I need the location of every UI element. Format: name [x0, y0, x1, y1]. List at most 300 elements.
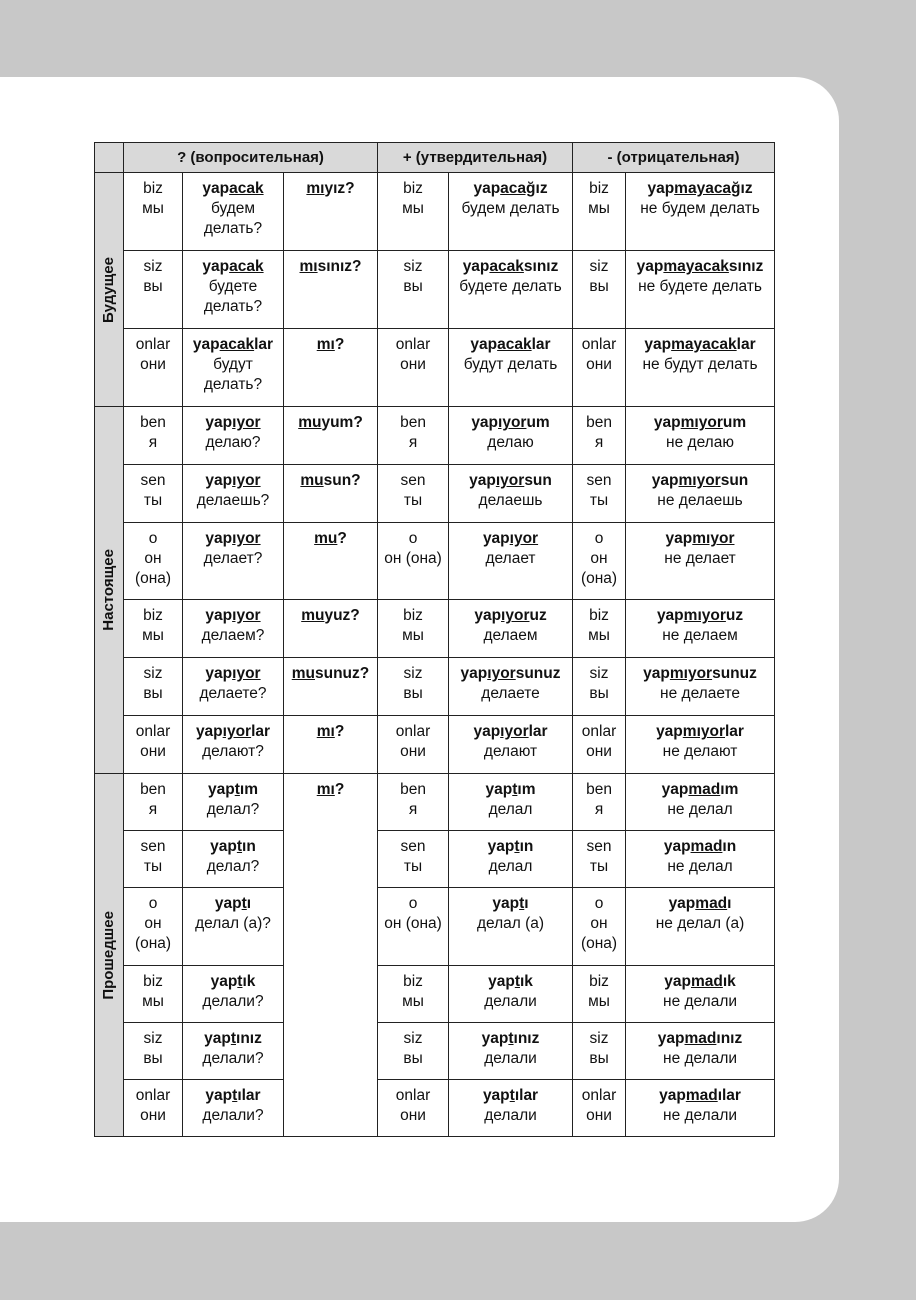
negative-form: yapmıyorlar [656, 723, 744, 740]
negative-cell [626, 523, 775, 600]
table-row [95, 774, 775, 831]
question-particle: musunuz? [291, 665, 370, 682]
table-row [95, 407, 775, 465]
pronoun-translation: мы [402, 200, 424, 217]
pronoun-cell [124, 600, 183, 658]
pronoun-translation: они [140, 356, 166, 373]
question-cell [183, 173, 284, 251]
affirmative-cell [449, 600, 573, 658]
affirmative-form: yapıyor [482, 530, 539, 547]
negative-cell [626, 329, 775, 407]
question-particle: muyum? [298, 414, 363, 431]
table-row [95, 1023, 775, 1080]
pronoun-cell [378, 966, 449, 1023]
pronoun-translation: вы [589, 685, 609, 702]
affirmative-form: yaptılar [482, 1087, 539, 1104]
negative-cell [626, 251, 775, 329]
negative-form: yapmadık [664, 973, 736, 990]
pronoun: biz [143, 973, 163, 990]
affirmative-cell [449, 1080, 573, 1137]
pronoun-translation: мы [588, 627, 610, 644]
negative-translation: не делали [663, 1050, 738, 1067]
pronoun: siz [143, 1030, 163, 1047]
pronoun: sen [586, 838, 612, 855]
table-row [95, 523, 775, 600]
negative-cell [626, 716, 775, 774]
pronoun-translation: они [400, 356, 426, 373]
negative-form: yapmayacağız [647, 180, 753, 197]
question-cell [183, 774, 284, 831]
table-row [95, 465, 775, 523]
pronoun: onlar [395, 723, 431, 740]
conjugation-table [94, 142, 775, 1137]
question-particle: musun? [300, 472, 361, 489]
particle-cell [284, 716, 378, 774]
header-negative: - (отрицательная) [573, 143, 775, 173]
question-form: yapıyor [205, 472, 261, 489]
pronoun-translation: ты [589, 858, 609, 875]
negative-translation: не делали [663, 993, 738, 1010]
pronoun-translation: вы [403, 278, 423, 295]
pronoun: biz [589, 973, 609, 990]
pronoun-cell [378, 600, 449, 658]
question-form: yapıyor [205, 530, 261, 547]
affirmative-form: yapıyorsun [469, 472, 552, 489]
question-cell [183, 523, 284, 600]
pronoun-cell [124, 465, 183, 523]
pronoun-translation: они [586, 743, 612, 760]
question-cell [183, 831, 284, 888]
pronoun: onlar [135, 336, 171, 353]
pronoun-cell [573, 1080, 626, 1137]
pronoun: o [148, 895, 158, 912]
pronoun-cell [378, 407, 449, 465]
question-particle: mı? [316, 723, 345, 740]
pronoun-cell [378, 658, 449, 716]
pronoun: o [408, 895, 418, 912]
pronoun-translation: он (она) [384, 550, 442, 567]
question-translation: будем делать? [203, 200, 263, 237]
pronoun: onlar [135, 1087, 171, 1104]
affirmative-translation: будут делать [463, 356, 558, 373]
pronoun: siz [589, 258, 609, 275]
affirmative-translation: делаем [483, 627, 538, 644]
pronoun-cell [378, 329, 449, 407]
header-row [95, 143, 775, 173]
pronoun: o [594, 895, 604, 912]
negative-translation: не делает [664, 550, 736, 567]
question-form: yapıyor [205, 414, 261, 431]
question-translation: делаю? [205, 434, 261, 451]
affirmative-translation: делал [488, 858, 533, 875]
pronoun: o [594, 530, 604, 547]
pronoun-cell [378, 888, 449, 966]
pronoun: biz [143, 180, 163, 197]
affirmative-translation: делаешь [478, 492, 543, 509]
table-row [95, 1080, 775, 1137]
pronoun-cell [378, 716, 449, 774]
pronoun: biz [143, 607, 163, 624]
question-form: yapıyorlar [195, 723, 271, 740]
affirmative-form: yaptın [487, 838, 534, 855]
pronoun-translation: ты [403, 858, 423, 875]
affirmative-form: yapacaksınız [462, 258, 559, 275]
pronoun-cell [573, 600, 626, 658]
pronoun-translation: мы [402, 993, 424, 1010]
pronoun: onlar [135, 723, 171, 740]
question-cell [183, 407, 284, 465]
particle-cell [284, 523, 378, 600]
affirmative-cell [449, 716, 573, 774]
pronoun: ben [140, 414, 166, 431]
pronoun-cell [573, 831, 626, 888]
pronoun-translation: вы [589, 278, 609, 295]
affirmative-cell [449, 1023, 573, 1080]
question-translation: делал? [206, 801, 260, 818]
negative-form: yapmıyoruz [656, 607, 744, 624]
negative-form: yapmadılar [659, 1087, 741, 1104]
negative-form: yapmadım [661, 781, 739, 798]
question-translation: делаете? [199, 685, 267, 702]
question-form: yapacak [202, 258, 264, 275]
pronoun: siz [403, 1030, 423, 1047]
negative-translation: не делают [662, 743, 738, 760]
affirmative-translation: делали [484, 1050, 537, 1067]
affirmative-translation: будете делать [459, 278, 562, 295]
affirmative-cell [449, 831, 573, 888]
negative-cell [626, 1023, 775, 1080]
pronoun-translation: ты [143, 858, 163, 875]
affirmative-translation: делал (а) [476, 915, 545, 932]
pronoun-cell [573, 658, 626, 716]
corner-cell [95, 143, 124, 173]
table-row [95, 831, 775, 888]
pronoun-cell [124, 523, 183, 600]
question-translation: делал? [206, 858, 260, 875]
pronoun: onlar [395, 1087, 431, 1104]
pronoun-cell [573, 888, 626, 966]
pronoun: ben [400, 414, 426, 431]
table-row [95, 716, 775, 774]
pronoun-cell [124, 831, 183, 888]
pronoun: ben [400, 781, 426, 798]
tense-cell-present [95, 407, 124, 774]
affirmative-form: yaptım [485, 781, 536, 798]
question-particle: mı? [316, 336, 345, 353]
pronoun-translation: они [400, 743, 426, 760]
pronoun-cell [573, 716, 626, 774]
affirmative-cell [449, 888, 573, 966]
pronoun: sen [586, 472, 612, 489]
pronoun-cell [573, 465, 626, 523]
question-translation: делаешь? [196, 492, 270, 509]
pronoun-translation: они [400, 1107, 426, 1124]
pronoun-cell [124, 407, 183, 465]
pronoun-translation: вы [403, 1050, 423, 1067]
pronoun-cell [378, 173, 449, 251]
pronoun-translation: вы [143, 685, 163, 702]
pronoun-translation: мы [588, 200, 610, 217]
particle-cell [284, 658, 378, 716]
pronoun-translation: я [594, 801, 604, 818]
pronoun-cell [573, 1023, 626, 1080]
pronoun-cell [378, 831, 449, 888]
negative-form: yapmıyorum [653, 414, 747, 431]
affirmative-translation: будем делать [461, 200, 560, 217]
pronoun: onlar [581, 1087, 617, 1104]
affirmative-translation: делал [488, 801, 533, 818]
pronoun: ben [140, 781, 166, 798]
negative-cell [626, 173, 775, 251]
pronoun-translation: он (она) [134, 915, 172, 952]
question-cell [183, 966, 284, 1023]
pronoun-cell [124, 329, 183, 407]
pronoun: onlar [581, 336, 617, 353]
affirmative-form: yaptınız [481, 1030, 540, 1047]
pronoun-translation: он (она) [580, 915, 618, 952]
particle-cell [284, 600, 378, 658]
negative-form: yapmayacaklar [644, 336, 756, 353]
negative-translation: не делал [667, 858, 733, 875]
negative-cell [626, 407, 775, 465]
pronoun-cell [124, 966, 183, 1023]
pronoun: sen [400, 838, 426, 855]
pronoun-cell [378, 1080, 449, 1137]
pronoun-translation: он (она) [384, 915, 442, 932]
question-form: yapacaklar [192, 336, 274, 353]
pronoun-cell [124, 716, 183, 774]
pronoun-translation: они [586, 1107, 612, 1124]
particle-cell [284, 465, 378, 523]
question-cell [183, 716, 284, 774]
negative-translation: не делаю [666, 434, 734, 451]
affirmative-translation: делали [484, 993, 537, 1010]
tense-cell-past [95, 774, 124, 1137]
pronoun-cell [378, 465, 449, 523]
affirmative-cell [449, 329, 573, 407]
affirmative-cell [449, 966, 573, 1023]
affirmative-cell [449, 658, 573, 716]
question-translation: будут делать? [203, 356, 263, 393]
affirmative-form: yaptık [488, 973, 533, 990]
affirmative-form: yapıyorum [471, 414, 550, 431]
table-row [95, 966, 775, 1023]
pronoun-cell [573, 966, 626, 1023]
pronoun: o [408, 530, 418, 547]
question-particle: mısınız? [299, 258, 362, 275]
negative-translation: не делали [663, 1107, 738, 1124]
pronoun-translation: я [148, 801, 158, 818]
pronoun-translation: я [594, 434, 604, 451]
particle-cell [284, 173, 378, 251]
question-form: yaptılar [205, 1087, 261, 1104]
negative-form: yapmadın [663, 838, 737, 855]
pronoun-cell [573, 251, 626, 329]
question-form: yaptın [210, 838, 256, 855]
question-cell [183, 1080, 284, 1137]
pronoun-translation: я [408, 434, 418, 451]
pronoun-translation: мы [142, 200, 164, 217]
pronoun-cell [124, 658, 183, 716]
negative-cell [626, 600, 775, 658]
negative-translation: не будете делать [638, 278, 762, 295]
pronoun-translation: он (она) [580, 550, 618, 587]
pronoun-translation: мы [402, 627, 424, 644]
tense-label: Прошедшее [100, 910, 117, 1000]
affirmative-form: yapıyorlar [473, 723, 548, 740]
negative-form: yapmayacaksınız [636, 258, 764, 275]
negative-cell [626, 831, 775, 888]
question-form: yaptınız [204, 1030, 262, 1047]
negative-cell [626, 888, 775, 966]
negative-translation: не будут делать [642, 356, 758, 373]
question-form: yaptı [214, 895, 252, 912]
pronoun-cell [124, 173, 183, 251]
pronoun: siz [589, 1030, 609, 1047]
pronoun-translation: мы [142, 993, 164, 1010]
pronoun-cell [573, 523, 626, 600]
question-translation: делали? [202, 993, 264, 1010]
question-cell [183, 658, 284, 716]
pronoun-cell [124, 1023, 183, 1080]
affirmative-form: yapacaklar [470, 336, 551, 353]
pronoun: biz [589, 607, 609, 624]
affirmative-form: yapıyorsunuz [460, 665, 561, 682]
question-translation: делали? [202, 1107, 264, 1124]
pronoun: siz [403, 258, 423, 275]
header-affirmative: + (утвердительная) [378, 143, 573, 173]
pronoun-cell [378, 523, 449, 600]
pronoun-translation: ты [589, 492, 609, 509]
pronoun: biz [403, 180, 423, 197]
tense-label: Настоящее [100, 549, 117, 631]
header-interrogative: ? (вопросительная) [124, 143, 378, 173]
negative-cell [626, 465, 775, 523]
pronoun-translation: мы [588, 993, 610, 1010]
pronoun: sen [140, 472, 166, 489]
affirmative-cell [449, 465, 573, 523]
affirmative-form: yapıyoruz [474, 607, 547, 624]
affirmative-form: yaptı [492, 895, 529, 912]
question-cell [183, 251, 284, 329]
pronoun: onlar [581, 723, 617, 740]
negative-form: yapmıyorsunuz [643, 665, 757, 682]
question-translation: делают? [202, 743, 264, 760]
pronoun: siz [143, 665, 163, 682]
negative-form: yapmadı [668, 895, 732, 912]
pronoun-translation: вы [143, 1050, 163, 1067]
affirmative-translation: делаете [481, 685, 540, 702]
pronoun-translation: они [140, 1107, 166, 1124]
pronoun: sen [140, 838, 166, 855]
pronoun-translation: он (она) [134, 550, 172, 587]
question-cell [183, 888, 284, 966]
affirmative-translation: делали [484, 1107, 537, 1124]
pronoun-cell [573, 407, 626, 465]
pronoun-cell [573, 774, 626, 831]
pronoun: o [148, 530, 158, 547]
negative-translation: не делаете [660, 685, 740, 702]
affirmative-translation: делают [483, 743, 538, 760]
pronoun: siz [403, 665, 423, 682]
question-translation: делали? [202, 1050, 264, 1067]
pronoun: biz [589, 180, 609, 197]
pronoun-translation: я [148, 434, 158, 451]
question-form: yaptım [208, 781, 258, 798]
pronoun-translation: мы [142, 627, 164, 644]
affirmative-translation: делает [485, 550, 536, 567]
pronoun-translation: они [586, 356, 612, 373]
pronoun-translation: ты [403, 492, 423, 509]
affirmative-translation: делаю [487, 434, 534, 451]
particle-cell [284, 251, 378, 329]
negative-translation: не делал [667, 801, 733, 818]
particle-cell [284, 407, 378, 465]
particle-cell [284, 774, 378, 1137]
affirmative-cell [449, 173, 573, 251]
negative-cell [626, 1080, 775, 1137]
table-row [95, 251, 775, 329]
negative-form: yapmadınız [657, 1030, 743, 1047]
table-row [95, 600, 775, 658]
pronoun-cell [124, 1080, 183, 1137]
affirmative-cell [449, 407, 573, 465]
pronoun: biz [403, 607, 423, 624]
pronoun-cell [124, 774, 183, 831]
pronoun: ben [586, 414, 612, 431]
pronoun-cell [124, 251, 183, 329]
pronoun-cell [378, 774, 449, 831]
negative-translation: не будем делать [640, 200, 760, 217]
question-translation: делает? [203, 550, 263, 567]
pronoun-translation: они [140, 743, 166, 760]
negative-form: yapmıyor [665, 530, 735, 547]
question-particle: mu? [314, 530, 347, 547]
pronoun-cell [573, 173, 626, 251]
pronoun-translation: вы [403, 685, 423, 702]
pronoun: sen [400, 472, 426, 489]
question-particle: muyuz? [301, 607, 360, 624]
pronoun: onlar [395, 336, 431, 353]
negative-form: yapmıyorsun [651, 472, 749, 489]
tense-cell-future [95, 173, 124, 407]
pronoun-translation: вы [589, 1050, 609, 1067]
question-cell [183, 329, 284, 407]
table-row [95, 329, 775, 407]
pronoun-cell [378, 251, 449, 329]
negative-cell [626, 966, 775, 1023]
pronoun: siz [589, 665, 609, 682]
question-particle: mı? [316, 781, 345, 798]
question-form: yapıyor [205, 665, 261, 682]
table-row [95, 658, 775, 716]
pronoun-cell [124, 888, 183, 966]
negative-cell [626, 658, 775, 716]
question-translation: делаем? [201, 627, 265, 644]
particle-cell [284, 329, 378, 407]
question-form: yaptık [210, 973, 256, 990]
pronoun-cell [573, 329, 626, 407]
question-form: yapacak [202, 180, 264, 197]
question-form: yapıyor [205, 607, 261, 624]
negative-translation: не делал (а) [655, 915, 745, 932]
negative-cell [626, 774, 775, 831]
pronoun: ben [586, 781, 612, 798]
question-cell [183, 465, 284, 523]
affirmative-form: yapacağız [473, 180, 548, 197]
pronoun: siz [143, 258, 163, 275]
negative-translation: не делаешь [657, 492, 743, 509]
